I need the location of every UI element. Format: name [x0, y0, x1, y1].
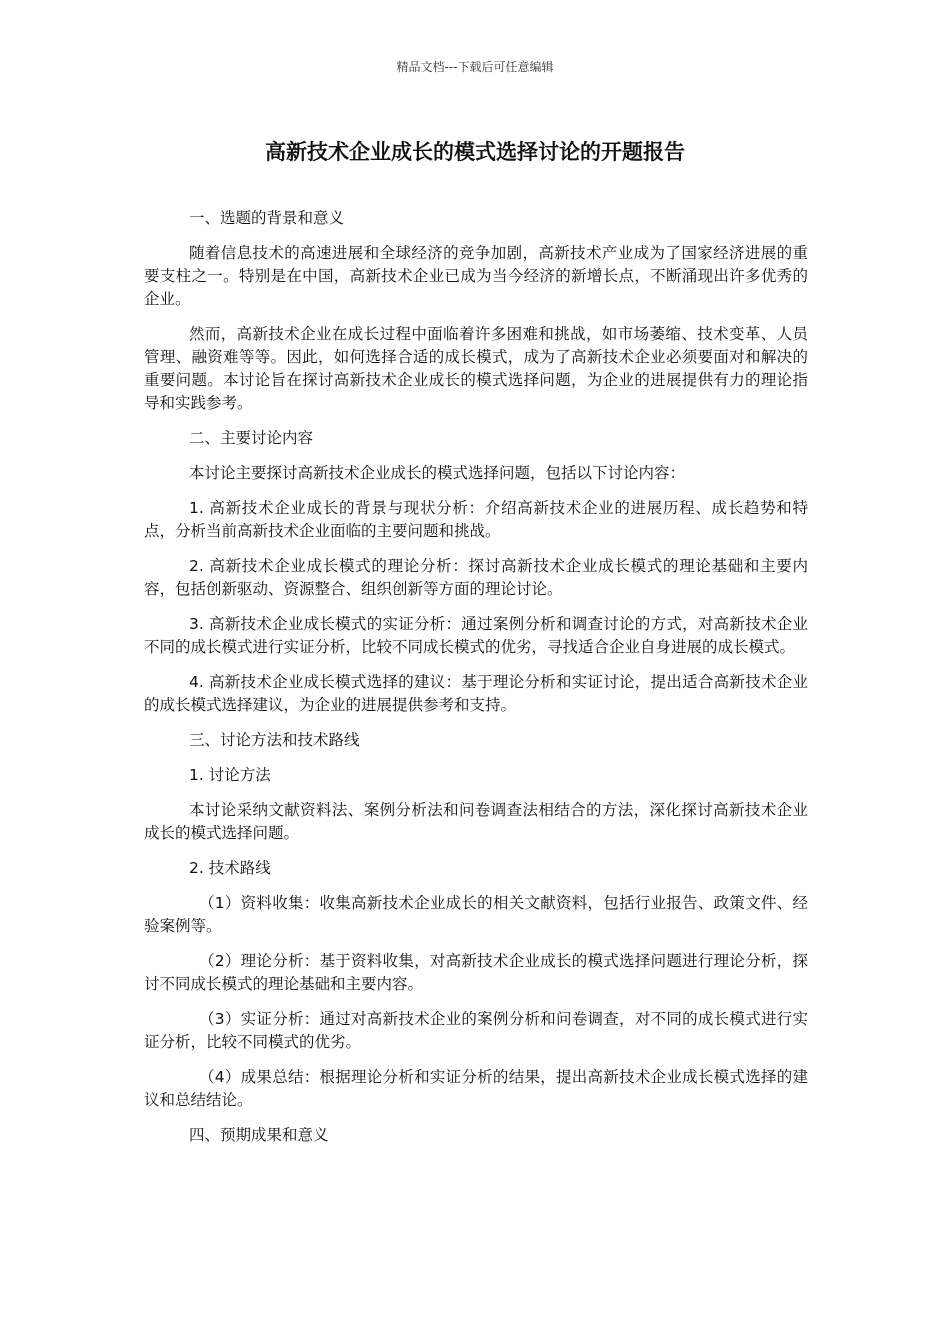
- paragraph: 本讨论主要探讨高新技术企业成长的模式选择问题，包括以下讨论内容：: [189, 464, 686, 482]
- paragraph: 随着信息技术的高速进展和全球经济的竞争加剧，高新技术产业成为了国家经济进展的重要支柱之一。特别是在中国，高新技术企业已成为当今经济的新增长点，不断涌现出许多优秀的企业。: [144, 244, 808, 308]
- list-item: 1. 高新技术企业成长的背景与现状分析：介绍高新技术企业的进展历程、成长趋势和特点，分析当前高新技术企业面临的主要问题和挑战。: [144, 499, 808, 540]
- list-item: 2. 高新技术企业成长模式的理论分析：探讨高新技术企业成长模式的理论基础和主要内容，包括创新驱动、资源整合、组织创新等方面的理论讨论。: [144, 557, 808, 598]
- list-item: （3）实证分析：通过对高新技术企业的案例分析和问卷调查，对不同的成长模式进行实证分析，比较不同模式的优劣。: [144, 1010, 808, 1051]
- document-body: [144, 207, 808, 1159]
- list-item: （1）资料收集：收集高新技术企业成长的相关文献资料，包括行业报告、政策文件、经验案例等。: [144, 894, 808, 935]
- paragraph: 然而，高新技术企业在成长过程中面临着许多困难和挑战，如市场萎缩、技术变革、人员管理、融资难等等。因此，如何选择合适的成长模式，成为了高新技术企业必须要面对和解决的重要问题。本讨论旨在探讨高新技术企业成长的模式选择问题，为企业的进展提供有力的理论指导和实践参考。: [144, 325, 808, 412]
- section-heading-outcomes: 四、预期成果和意义: [189, 1126, 329, 1144]
- header-note: 精品文档---下载后可任意编辑: [396, 60, 554, 74]
- subheading-methods: 1. 讨论方法: [189, 766, 271, 784]
- list-item: （2）理论分析：基于资料收集，对高新技术企业成长的模式选择问题进行理论分析，探讨不同成长模式的理论基础和主要内容。: [144, 952, 808, 993]
- document-title: 高新技术企业成长的模式选择讨论的开题报告: [265, 140, 685, 164]
- section-heading-background: 一、选题的背景和意义: [189, 209, 345, 227]
- list-item: 3. 高新技术企业成长模式的实证分析：通过案例分析和调查讨论的方式，对高新技术企业不同的成长模式进行实证分析，比较不同成长模式的优劣，寻找适合企业自身进展的成长模式。: [144, 615, 808, 656]
- list-item: 4. 高新技术企业成长模式选择的建议：基于理论分析和实证讨论，提出适合高新技术企业的成长模式选择建议，为企业的进展提供参考和支持。: [144, 673, 808, 714]
- subheading-roadmap: 2. 技术路线: [189, 859, 271, 877]
- section-heading-methods: 三、讨论方法和技术路线: [189, 731, 360, 749]
- section-heading-content: 二、主要讨论内容: [189, 429, 314, 447]
- list-item: （4）成果总结：根据理论分析和实证分析的结果，提出高新技术企业成长模式选择的建议和总结结论。: [144, 1068, 808, 1109]
- paragraph: 本讨论采纳文献资料法、案例分析法和问卷调查法相结合的方法，深化探讨高新技术企业成长的模式选择问题。: [144, 801, 808, 842]
